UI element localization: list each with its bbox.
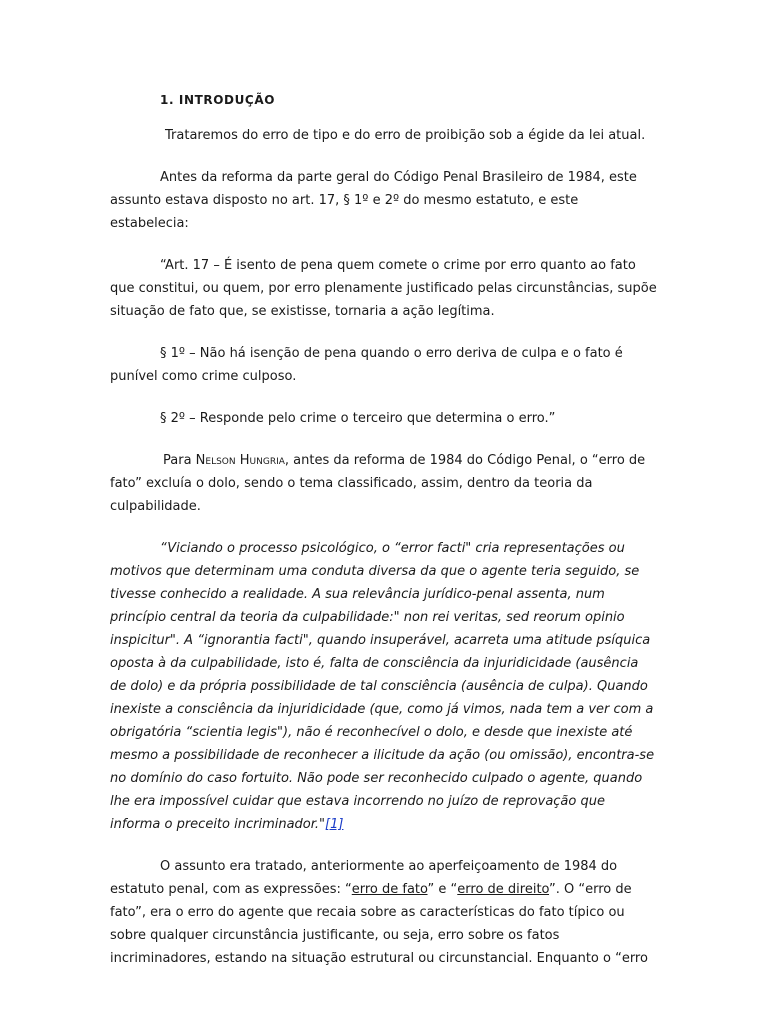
term-erro-de-fato: erro de fato (351, 882, 428, 897)
paragraph-art17: “Art. 17 – É isento de pena quem comete o crime por erro quanto ao fato que constitui, ou quem, por erro plenamente justificado pelas circunstâncias, supõe situação de fato que, se existisse, tornaria a ação legítima. (110, 258, 657, 319)
paragraph-art17-par2: § 2º – Responde pelo crime o terceiro que determina o erro.” (160, 411, 556, 426)
paragraph-context: Antes da reforma da parte geral do Código Penal Brasileiro de 1984, este assunto estava disposto no art. 17, § 1º e 2º do mesmo estatuto, e este estabelecia: (110, 170, 637, 231)
terms-part1: O assunto era tratado, anteriormente ao aperfeiçoamento de 1984 do estatuto penal, com as expressões: “ (110, 859, 618, 897)
paragraph-terms (110, 855, 658, 970)
hungria-post: , antes da reforma de 1984 do Código Penal, o “erro de fato” excluía o dolo, sendo o tema classificado, assim, dentro da teoria da culpabilidade. (110, 453, 646, 514)
block-quote (110, 537, 658, 836)
paragraph-intro: Trataremos do erro de tipo e do erro de proibição sob a égide da lei atual. (165, 128, 646, 143)
terms-part3: ”. O “erro de fato”, era o erro do agente que recaia sobre as características do fato típico ou sobre qualquer circunstância justificante, ou seja, erro sobre os fatos incriminadores, estando na situação estrutural ou circunstancial. Enquanto o “erro (110, 882, 648, 966)
document-body (110, 89, 658, 989)
hungria-pre: Para (163, 453, 196, 468)
section-heading: 1. INTRODUÇÃO (160, 93, 276, 107)
paragraph-hungria (110, 449, 658, 518)
paragraph-art17-par1: § 1º – Não há isenção de pena quando o erro deriva de culpa e o fato é punível como crime culposo. (110, 346, 623, 384)
footnote-link[interactable]: [1] (325, 817, 344, 832)
author-name: Nelson Hungria (195, 453, 285, 468)
quote-text: “Viciando o processo psicológico, o “error facti" cria representações ou motivos que determinam uma conduta diversa da que o agente teria seguido, se tivesse conhecido a realidade. A sua relevância jurídico-penal assenta, num princípio central da teoria da culpabilidade:" non rei veritas, sed reorum opinio inspicitur". A “ignorantia facti", quando insuperável, acarreta uma atitude psíquica oposta à da culpabilidade, isto é, falta de consciência da injuridicidade (ausência de dolo) e da própria possibilidade de tal consciência (ausência de culpa). Quando inexiste a consciência da injuridicidade (que, como já vimos, nada tem a ver com a obrigatória “scientia legis"), não é reconhecível o dolo, e desde que inexiste até mesmo a possibilidade de reconhecer a ilicitude da ação (ou omissão), encontra-se no domínio do caso fortuito. Não pode ser reconhecido culpado o agente, quando lhe era impossível cuidar que estava incorrendo no juízo de reprovação que informa o preceito incriminador." (110, 541, 655, 832)
terms-part2: ” e “ (427, 882, 458, 897)
term-erro-de-direito: erro de direito (457, 882, 550, 897)
